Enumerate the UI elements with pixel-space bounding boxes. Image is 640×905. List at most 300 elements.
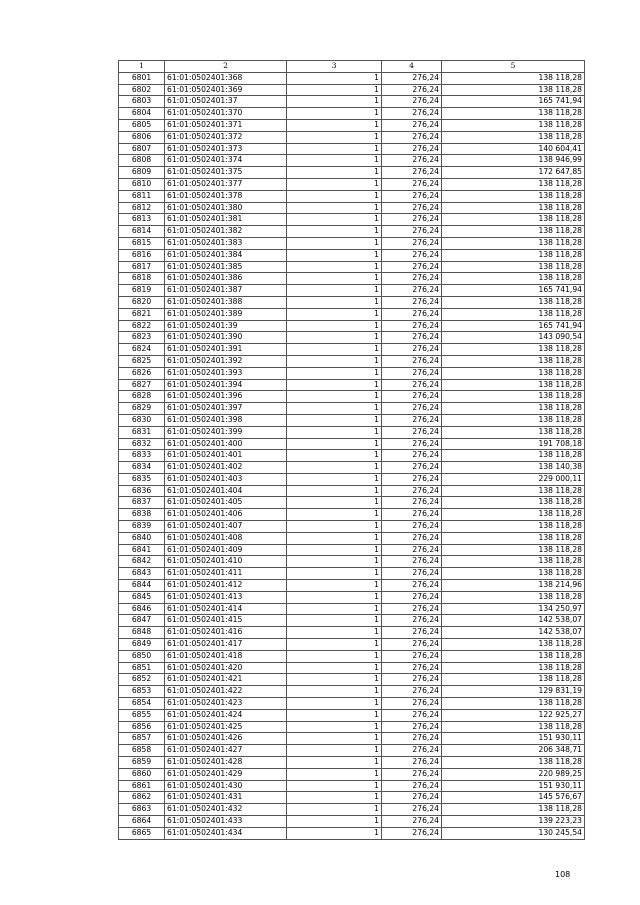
- table-cell: 138 118,28: [442, 249, 585, 261]
- table-cell: 61:01:0502401:417: [165, 639, 287, 651]
- table-cell: 6827: [119, 379, 165, 391]
- table-cell: 1: [287, 556, 382, 568]
- table-cell: 138 118,28: [442, 568, 585, 580]
- table-cell: 6810: [119, 178, 165, 190]
- table-cell: 6850: [119, 650, 165, 662]
- table-cell: 61:01:0502401:424: [165, 709, 287, 721]
- table-cell: 1: [287, 462, 382, 474]
- table-cell: 61:01:0502401:410: [165, 556, 287, 568]
- table-cell: 276,24: [382, 379, 442, 391]
- table-cell: 138 118,28: [442, 367, 585, 379]
- table-cell: 61:01:0502401:39: [165, 320, 287, 332]
- table-row: [119, 308, 585, 320]
- table-row: [119, 426, 585, 438]
- table-cell: 138 118,28: [442, 108, 585, 120]
- table-cell: 6832: [119, 438, 165, 450]
- table-cell: 276,24: [382, 72, 442, 84]
- table-cell: 140 604,41: [442, 143, 585, 155]
- column-header: 4: [382, 61, 442, 73]
- table-cell: 61:01:0502401:384: [165, 249, 287, 261]
- table-cell: 1: [287, 391, 382, 403]
- table-cell: 61:01:0502401:405: [165, 497, 287, 509]
- table-row: [119, 804, 585, 816]
- table-cell: 6837: [119, 497, 165, 509]
- table-cell: 138 118,28: [442, 698, 585, 710]
- table-cell: 138 214,96: [442, 580, 585, 592]
- table-cell: 276,24: [382, 285, 442, 297]
- table-cell: 6849: [119, 639, 165, 651]
- table-cell: 61:01:0502401:373: [165, 143, 287, 155]
- table-cell: 1: [287, 745, 382, 757]
- table-row: [119, 108, 585, 120]
- table-cell: 276,24: [382, 237, 442, 249]
- table-cell: 1: [287, 591, 382, 603]
- table-cell: 61:01:0502401:404: [165, 485, 287, 497]
- column-header: 5: [442, 61, 585, 73]
- table-cell: 139 223,23: [442, 816, 585, 828]
- table-cell: 1: [287, 131, 382, 143]
- table-cell: 1: [287, 650, 382, 662]
- table-cell: 61:01:0502401:407: [165, 521, 287, 533]
- table-cell: 276,24: [382, 733, 442, 745]
- table-cell: 61:01:0502401:409: [165, 544, 287, 556]
- table-cell: 276,24: [382, 155, 442, 167]
- table-cell: 61:01:0502401:390: [165, 332, 287, 344]
- table-cell: 6824: [119, 344, 165, 356]
- table-row: [119, 273, 585, 285]
- table-cell: 1: [287, 580, 382, 592]
- table-row: [119, 119, 585, 131]
- table-cell: 6815: [119, 237, 165, 249]
- registry-table: [118, 60, 585, 840]
- table-cell: 276,24: [382, 296, 442, 308]
- table-cell: 138 118,28: [442, 308, 585, 320]
- table-cell: 6802: [119, 84, 165, 96]
- table-cell: 6821: [119, 308, 165, 320]
- table-cell: 138 946,99: [442, 155, 585, 167]
- table-cell: 1: [287, 721, 382, 733]
- table-cell: 1: [287, 273, 382, 285]
- table-cell: 276,24: [382, 639, 442, 651]
- table-cell: 138 118,28: [442, 355, 585, 367]
- table-cell: 61:01:0502401:368: [165, 72, 287, 84]
- table-cell: 276,24: [382, 792, 442, 804]
- table-cell: 1: [287, 780, 382, 792]
- table-cell: 276,24: [382, 355, 442, 367]
- table-cell: 276,24: [382, 190, 442, 202]
- table-row: [119, 462, 585, 474]
- table-cell: 6856: [119, 721, 165, 733]
- table-cell: 61:01:0502401:377: [165, 178, 287, 190]
- table-cell: 1: [287, 249, 382, 261]
- table-cell: 276,24: [382, 709, 442, 721]
- table-cell: 6833: [119, 450, 165, 462]
- table-cell: 1: [287, 450, 382, 462]
- table-cell: 6865: [119, 827, 165, 839]
- table-row: [119, 485, 585, 497]
- table-row: [119, 733, 585, 745]
- table-cell: 165 741,94: [442, 96, 585, 108]
- table-cell: 1: [287, 332, 382, 344]
- table-row: [119, 438, 585, 450]
- table-row: [119, 497, 585, 509]
- table-cell: 138 118,28: [442, 532, 585, 544]
- table-row: [119, 355, 585, 367]
- table-row: [119, 603, 585, 615]
- table-row: [119, 827, 585, 839]
- table-cell: 1: [287, 414, 382, 426]
- table-cell: 172 647,85: [442, 167, 585, 179]
- table-cell: 6847: [119, 615, 165, 627]
- table-row: [119, 202, 585, 214]
- table-cell: 276,24: [382, 827, 442, 839]
- table-cell: 276,24: [382, 473, 442, 485]
- table-cell: 61:01:0502401:406: [165, 509, 287, 521]
- table-cell: 138 118,28: [442, 190, 585, 202]
- table-cell: 6804: [119, 108, 165, 120]
- table-cell: 61:01:0502401:430: [165, 780, 287, 792]
- column-header: 3: [287, 61, 382, 73]
- table-row: [119, 155, 585, 167]
- table-cell: 138 118,28: [442, 226, 585, 238]
- table-cell: 138 118,28: [442, 674, 585, 686]
- table-cell: 1: [287, 355, 382, 367]
- table-cell: 61:01:0502401:387: [165, 285, 287, 297]
- table-cell: 138 140,38: [442, 462, 585, 474]
- table-row: [119, 190, 585, 202]
- table-cell: 1: [287, 237, 382, 249]
- table-cell: 276,24: [382, 780, 442, 792]
- table-row: [119, 816, 585, 828]
- table-cell: 276,24: [382, 202, 442, 214]
- table-row: [119, 662, 585, 674]
- table-cell: 6819: [119, 285, 165, 297]
- table-cell: 276,24: [382, 509, 442, 521]
- table-cell: 276,24: [382, 627, 442, 639]
- table-cell: 6857: [119, 733, 165, 745]
- table-cell: 276,24: [382, 438, 442, 450]
- table-cell: 138 118,28: [442, 521, 585, 533]
- table-row: [119, 84, 585, 96]
- table-cell: 6862: [119, 792, 165, 804]
- table-cell: 1: [287, 521, 382, 533]
- table-cell: 61:01:0502401:423: [165, 698, 287, 710]
- table-cell: 61:01:0502401:432: [165, 804, 287, 816]
- table-cell: 138 118,28: [442, 639, 585, 651]
- table-cell: 1: [287, 178, 382, 190]
- table-cell: 276,24: [382, 273, 442, 285]
- table-cell: 6855: [119, 709, 165, 721]
- table-cell: 276,24: [382, 261, 442, 273]
- table-row: [119, 344, 585, 356]
- table-row: [119, 403, 585, 415]
- table-cell: 276,24: [382, 698, 442, 710]
- table-cell: 6861: [119, 780, 165, 792]
- table-cell: 138 118,28: [442, 214, 585, 226]
- table-cell: 143 090,54: [442, 332, 585, 344]
- table-cell: 122 925,27: [442, 709, 585, 721]
- table-cell: 61:01:0502401:392: [165, 355, 287, 367]
- table-cell: 276,24: [382, 485, 442, 497]
- table-cell: 6816: [119, 249, 165, 261]
- table-cell: 129 831,19: [442, 686, 585, 698]
- table-row: [119, 780, 585, 792]
- table-cell: 61:01:0502401:413: [165, 591, 287, 603]
- table-cell: 6842: [119, 556, 165, 568]
- table-cell: 61:01:0502401:386: [165, 273, 287, 285]
- table-cell: 61:01:0502401:391: [165, 344, 287, 356]
- table-row: [119, 544, 585, 556]
- table-cell: 276,24: [382, 426, 442, 438]
- table-row: [119, 709, 585, 721]
- table-cell: 6864: [119, 816, 165, 828]
- table-cell: 138 118,28: [442, 131, 585, 143]
- table-cell: 61:01:0502401:393: [165, 367, 287, 379]
- table-row: [119, 686, 585, 698]
- table-cell: 138 118,28: [442, 544, 585, 556]
- table-cell: 6818: [119, 273, 165, 285]
- table-cell: 138 118,28: [442, 556, 585, 568]
- table-cell: 1: [287, 485, 382, 497]
- table-cell: 6828: [119, 391, 165, 403]
- table-cell: 1: [287, 320, 382, 332]
- table-cell: 6839: [119, 521, 165, 533]
- table-cell: 1: [287, 438, 382, 450]
- table-cell: 61:01:0502401:416: [165, 627, 287, 639]
- table-row: [119, 698, 585, 710]
- table-cell: 6831: [119, 426, 165, 438]
- table-cell: 6823: [119, 332, 165, 344]
- table-cell: 138 118,28: [442, 261, 585, 273]
- table-cell: 1: [287, 296, 382, 308]
- table-cell: 61:01:0502401:374: [165, 155, 287, 167]
- table-cell: 61:01:0502401:422: [165, 686, 287, 698]
- table-cell: 1: [287, 733, 382, 745]
- table-cell: 61:01:0502401:411: [165, 568, 287, 580]
- table-cell: 61:01:0502401:388: [165, 296, 287, 308]
- table-row: [119, 745, 585, 757]
- table-cell: 1: [287, 202, 382, 214]
- table-cell: 1: [287, 698, 382, 710]
- table-cell: 276,24: [382, 674, 442, 686]
- table-row: [119, 509, 585, 521]
- table-cell: 61:01:0502401:372: [165, 131, 287, 143]
- table-cell: 138 118,28: [442, 178, 585, 190]
- table-cell: 1: [287, 72, 382, 84]
- table-cell: 276,24: [382, 332, 442, 344]
- table-row: [119, 72, 585, 84]
- table-cell: 6863: [119, 804, 165, 816]
- table-row: [119, 178, 585, 190]
- table-cell: 61:01:0502401:400: [165, 438, 287, 450]
- table-cell: 138 118,28: [442, 485, 585, 497]
- table-cell: 6851: [119, 662, 165, 674]
- table-row: [119, 414, 585, 426]
- table-cell: 1: [287, 119, 382, 131]
- table-cell: 61:01:0502401:408: [165, 532, 287, 544]
- table-cell: 276,24: [382, 167, 442, 179]
- table-cell: 6805: [119, 119, 165, 131]
- table-cell: 138 118,28: [442, 662, 585, 674]
- table-cell: 1: [287, 768, 382, 780]
- table-cell: 276,24: [382, 580, 442, 592]
- table-cell: 6807: [119, 143, 165, 155]
- table-cell: 1: [287, 84, 382, 96]
- table-row: [119, 615, 585, 627]
- table-cell: 6844: [119, 580, 165, 592]
- table-cell: 6841: [119, 544, 165, 556]
- table-row: [119, 96, 585, 108]
- table-cell: 1: [287, 816, 382, 828]
- table-cell: 61:01:0502401:428: [165, 757, 287, 769]
- table-row: [119, 721, 585, 733]
- table-cell: 276,24: [382, 308, 442, 320]
- table-row: [119, 261, 585, 273]
- table-row: [119, 226, 585, 238]
- table-cell: 61:01:0502401:380: [165, 202, 287, 214]
- table-cell: 1: [287, 792, 382, 804]
- table-cell: 1: [287, 686, 382, 698]
- table-cell: 61:01:0502401:402: [165, 462, 287, 474]
- table-cell: 6838: [119, 509, 165, 521]
- table-cell: 130 245,54: [442, 827, 585, 839]
- table-cell: 1: [287, 403, 382, 415]
- table-cell: 138 118,28: [442, 84, 585, 96]
- table-cell: 6854: [119, 698, 165, 710]
- table-cell: 229 000,11: [442, 473, 585, 485]
- table-cell: 142 538,07: [442, 627, 585, 639]
- table-cell: 276,24: [382, 414, 442, 426]
- table-row: [119, 639, 585, 651]
- table-cell: 1: [287, 308, 382, 320]
- table-cell: 61:01:0502401:381: [165, 214, 287, 226]
- table-row: [119, 379, 585, 391]
- table-cell: 138 118,28: [442, 804, 585, 816]
- table-cell: 1: [287, 674, 382, 686]
- table-cell: 6808: [119, 155, 165, 167]
- table-cell: 61:01:0502401:412: [165, 580, 287, 592]
- table-row: [119, 167, 585, 179]
- table-row: [119, 768, 585, 780]
- table-cell: 276,24: [382, 816, 442, 828]
- table-cell: 61:01:0502401:425: [165, 721, 287, 733]
- table-cell: 1: [287, 426, 382, 438]
- table-cell: 6858: [119, 745, 165, 757]
- table-cell: 1: [287, 190, 382, 202]
- table-cell: 1: [287, 143, 382, 155]
- table-cell: 6834: [119, 462, 165, 474]
- table-cell: 6843: [119, 568, 165, 580]
- table-row: [119, 650, 585, 662]
- table-cell: 61:01:0502401:427: [165, 745, 287, 757]
- table-cell: 142 538,07: [442, 615, 585, 627]
- table-cell: 165 741,94: [442, 285, 585, 297]
- table-row: [119, 792, 585, 804]
- table-row: [119, 473, 585, 485]
- table-cell: 138 118,28: [442, 757, 585, 769]
- table-cell: 61:01:0502401:370: [165, 108, 287, 120]
- table-cell: 61:01:0502401:399: [165, 426, 287, 438]
- table-cell: 1: [287, 544, 382, 556]
- table-cell: 276,24: [382, 462, 442, 474]
- table-cell: 276,24: [382, 521, 442, 533]
- table-cell: 61:01:0502401:403: [165, 473, 287, 485]
- table-cell: 61:01:0502401:371: [165, 119, 287, 131]
- table-row: [119, 521, 585, 533]
- table-cell: 276,24: [382, 804, 442, 816]
- table-cell: 1: [287, 568, 382, 580]
- table-cell: 145 576,67: [442, 792, 585, 804]
- table-cell: 6860: [119, 768, 165, 780]
- table-cell: 138 118,28: [442, 344, 585, 356]
- table-cell: 151 930,11: [442, 733, 585, 745]
- table-cell: 1: [287, 662, 382, 674]
- table-cell: 61:01:0502401:398: [165, 414, 287, 426]
- table-cell: 1: [287, 226, 382, 238]
- table-cell: 138 118,28: [442, 202, 585, 214]
- table-cell: 165 741,94: [442, 320, 585, 332]
- table-body: [119, 72, 585, 839]
- table-cell: 6813: [119, 214, 165, 226]
- table-row: [119, 320, 585, 332]
- table-cell: 276,24: [382, 320, 442, 332]
- table-cell: 1: [287, 167, 382, 179]
- table-cell: 6822: [119, 320, 165, 332]
- table-cell: 1: [287, 96, 382, 108]
- table-cell: 6830: [119, 414, 165, 426]
- table-row: [119, 757, 585, 769]
- table-header-row: [119, 61, 585, 73]
- table-cell: 276,24: [382, 591, 442, 603]
- table-cell: 191 708,18: [442, 438, 585, 450]
- table-cell: 1: [287, 709, 382, 721]
- column-header: 1: [119, 61, 165, 73]
- table-cell: 276,24: [382, 615, 442, 627]
- table-row: [119, 249, 585, 261]
- table-cell: 138 118,28: [442, 497, 585, 509]
- table-cell: 61:01:0502401:421: [165, 674, 287, 686]
- table-cell: 61:01:0502401:385: [165, 261, 287, 273]
- table-cell: 276,24: [382, 403, 442, 415]
- table-row: [119, 237, 585, 249]
- table-cell: 138 118,28: [442, 591, 585, 603]
- table-cell: 6852: [119, 674, 165, 686]
- table-cell: 61:01:0502401:37: [165, 96, 287, 108]
- table-cell: 276,24: [382, 249, 442, 261]
- table-cell: 276,24: [382, 745, 442, 757]
- table-cell: 138 118,28: [442, 273, 585, 285]
- table-cell: 276,24: [382, 108, 442, 120]
- table-cell: 276,24: [382, 214, 442, 226]
- table-cell: 1: [287, 285, 382, 297]
- table-cell: 6846: [119, 603, 165, 615]
- table-cell: 6845: [119, 591, 165, 603]
- table-cell: 1: [287, 155, 382, 167]
- table-cell: 6853: [119, 686, 165, 698]
- table-row: [119, 214, 585, 226]
- table-row: [119, 296, 585, 308]
- table-cell: 1: [287, 261, 382, 273]
- table-cell: 6840: [119, 532, 165, 544]
- table-cell: 276,24: [382, 96, 442, 108]
- table-cell: 138 118,28: [442, 391, 585, 403]
- table-cell: 276,24: [382, 757, 442, 769]
- table-cell: 276,24: [382, 556, 442, 568]
- table-cell: 1: [287, 344, 382, 356]
- table-cell: 61:01:0502401:401: [165, 450, 287, 462]
- table-row: [119, 580, 585, 592]
- table-cell: 1: [287, 497, 382, 509]
